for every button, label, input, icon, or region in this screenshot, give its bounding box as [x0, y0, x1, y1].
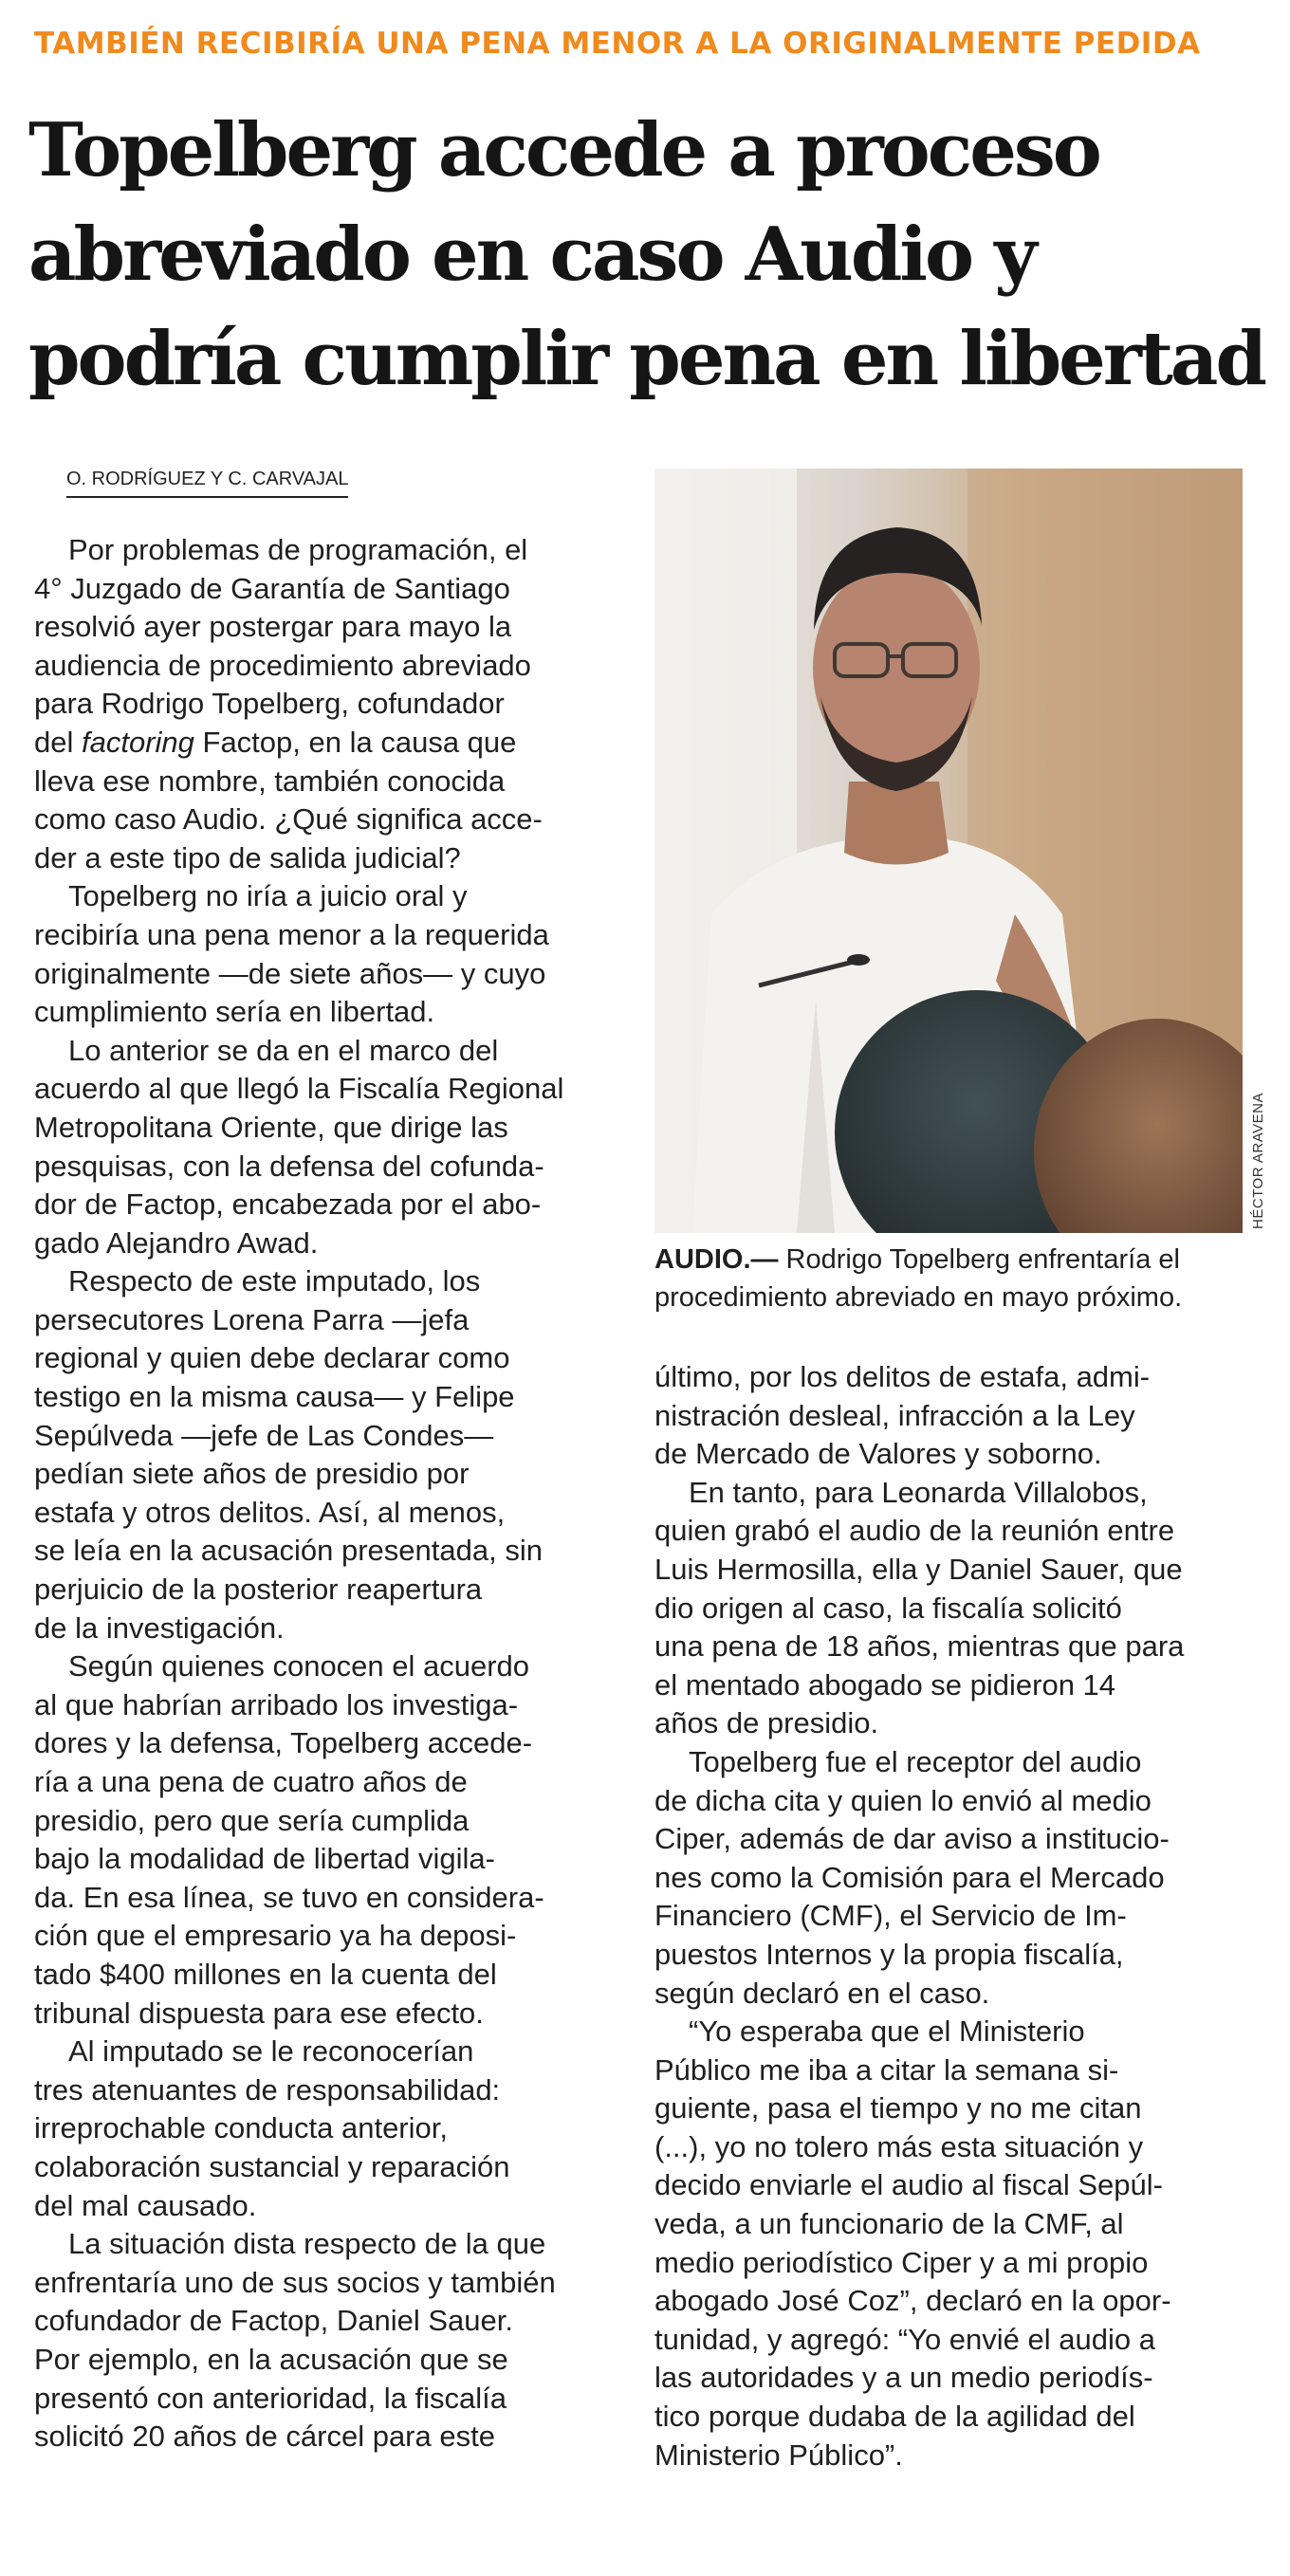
text-line: bajo la modalidad de libertad vigila-: [34, 1842, 495, 1876]
text-line: Luis Hermosilla, ella y Daniel Sauer, que: [654, 1552, 1183, 1586]
text-line: regional y quien debe declarar como: [34, 1341, 510, 1375]
text-line: de dicha cita y quien lo envió al medio: [654, 1783, 1152, 1817]
article-body-right: [654, 1358, 1244, 2475]
text-line: Ciper, además de dar aviso a institucio-: [654, 1822, 1170, 1856]
text-line: medio periodístico Ciper y a mi propio: [654, 2245, 1149, 2279]
text-line: Topelberg fue el receptor del audio: [689, 1744, 1142, 1778]
text-line: pesquisas, con la defensa del cofunda-: [34, 1149, 544, 1183]
text-line: irreprochable conducta anterior,: [34, 2111, 448, 2145]
text-line: Topelberg no iría a juicio oral y: [68, 879, 468, 913]
text-line: pedían siete años de presidio por: [34, 1457, 470, 1491]
text-line: el mentado abogado se pidieron 14: [654, 1667, 1116, 1702]
text-line: tunidad, y agregó: “Yo envié el audio a: [654, 2322, 1155, 2356]
kicker: TAMBIÉN RECIBIRÍA UNA PENA MENOR A LA ORIGINALMENTE PEDIDA: [34, 27, 1201, 61]
text-line: (...), yo no tolero más esta situación y: [654, 2129, 1144, 2163]
text-line-factoring: [34, 724, 622, 763]
text-line: veda, a un funcionario de la CMF, al: [654, 2207, 1124, 2241]
text-line: ría a una pena de cuatro años de: [34, 1765, 468, 1798]
text-line: audiencia de procedimiento abreviado: [34, 648, 531, 682]
text-line: persecutores Lorena Parra —jefa: [34, 1302, 470, 1336]
text-line: En tanto, para Leonarda Villalobos,: [689, 1475, 1148, 1509]
text-line: der a este tipo de salida judicial?: [34, 840, 461, 874]
text-line: tado $400 millones en la cuenta del: [34, 1957, 497, 1991]
caption-line: procedimiento abreviado en mayo próximo.: [654, 1282, 1183, 1313]
text-line: testigo en la misma causa— y Felipe: [34, 1380, 515, 1414]
text-line: Metropolitana Oriente, que dirige las: [34, 1110, 508, 1144]
text-line: tico porque dudaba de la agilidad del: [654, 2400, 1135, 2434]
text-line: Ministerio Público”.: [654, 2438, 903, 2472]
photo-caption: [654, 1241, 1262, 1316]
text-line: según declaró en el caso.: [654, 1976, 990, 2010]
byline: O. RODRÍGUEZ Y C. CARVAJAL: [66, 469, 348, 498]
text-line: gado Alejandro Awad.: [34, 1225, 319, 1260]
text-fragment: Factop, en la causa que: [194, 725, 517, 759]
text-line: como caso Audio. ¿Qué significa acce-: [34, 802, 543, 837]
headline: [28, 99, 1281, 412]
text-line: Respecto de este imputado, los: [68, 1264, 481, 1298]
text-line: Sepúlveda —jefe de Las Condes—: [34, 1418, 494, 1452]
text-line: guiente, pasa el tiempo y no me citan: [654, 2091, 1142, 2125]
text-fragment: del: [34, 725, 82, 759]
text-line: al que habrían arribado los investiga-: [34, 1687, 519, 1721]
text-line: enfrentaría uno de sus socios y también: [34, 2265, 556, 2299]
text-line: ción que el empresario ya ha deposi-: [34, 1919, 517, 1953]
text-line: abogado José Coz”, declaró en la opor-: [654, 2284, 1171, 2318]
text-line: presentó con anterioridad, la fiscalía: [34, 2381, 507, 2415]
text-line: nistración desleal, infracción a la Ley: [654, 1398, 1135, 1432]
text-line: las autoridades y a un medio periodís-: [654, 2361, 1153, 2395]
photo-illustration: [654, 469, 1243, 1233]
photo-credit: HÉCTOR ARAVENA: [1250, 1093, 1266, 1229]
caption-line: [654, 1241, 1262, 1279]
text-line: del mal causado.: [34, 2188, 257, 2222]
text-line: cumplimiento sería en libertad.: [34, 995, 435, 1029]
text-line: presidio, pero que sería cumplida: [34, 1803, 470, 1837]
text-line: Público me iba a citar la semana si-: [654, 2052, 1119, 2087]
text-line: puestos Internos y la propia fiscalía,: [654, 1937, 1124, 1971]
text-line: perjuicio de la posterior reapertura: [34, 1573, 483, 1607]
text-line: para Rodrigo Topelberg, cofundador: [34, 687, 505, 721]
paragraph: [654, 1743, 1244, 2013]
text-line: “Yo esperaba que el Ministerio: [689, 2015, 1085, 2049]
text-line: nes como la Comisión para el Mercado: [654, 1860, 1165, 1894]
text-line: originalmente —de siete años— y cuyo: [34, 956, 546, 990]
text-line: 4° Juzgado de Garantía de Santiago: [34, 571, 510, 605]
headline-line: abreviado en caso Audio y: [28, 212, 1035, 298]
text-line: Por problemas de programación, el: [68, 533, 528, 566]
text-line: tribunal dispuesta para ese efecto.: [34, 1996, 484, 2030]
text-line: de Mercado de Valores y soborno.: [654, 1437, 1102, 1471]
text-line: recibiría una pena menor a la requerida: [34, 917, 549, 951]
text-line: tres atenuantes de responsabilidad:: [34, 2072, 501, 2107]
paragraph: [34, 2225, 622, 2456]
text-line: solicitó 20 años de cárcel para este: [34, 2420, 495, 2454]
text-line: colaboración sustancial y reparación: [34, 2149, 510, 2183]
text-line: años de presidio.: [654, 1706, 879, 1740]
text-line: Por ejemplo, en la acusación que se: [34, 2342, 508, 2376]
text-line: se leía en la acusación presentada, sin: [34, 1534, 543, 1568]
text-line: Financiero (CMF), el Servicio de Im-: [654, 1899, 1127, 1933]
paragraph: [34, 1647, 622, 2033]
text-line: dio origen al caso, la fiscalía solicitó: [654, 1591, 1122, 1625]
paragraph: [654, 1474, 1244, 1743]
headline-line: podría cumplir pena en libertad: [28, 316, 1265, 402]
text-line: resolvió ayer postergar para mayo la: [34, 610, 512, 644]
text-line: da. En esa línea, se tuvo en considera-: [34, 1880, 544, 1914]
paragraph: [654, 1358, 1244, 1474]
text-line: Lo anterior se da en el marco del: [68, 1033, 499, 1067]
paragraph: [654, 2013, 1244, 2475]
paragraph: [34, 877, 622, 1031]
text-line: dor de Factop, encabezada por el abo-: [34, 1187, 542, 1222]
paragraph: [34, 2033, 622, 2225]
article-photo: [654, 469, 1243, 1233]
paragraph: [34, 1032, 622, 1263]
paragraph: [34, 531, 622, 877]
text-line: último, por los delitos de estafa, admi-: [654, 1360, 1151, 1393]
text-line: quien grabó el audio de la reunión entre: [654, 1514, 1175, 1548]
text-line: La situación dista respecto de la que: [68, 2227, 546, 2261]
headline-line: Topelberg accede a proceso: [28, 107, 1099, 193]
text-line: acuerdo al que llegó la Fiscalía Regional: [34, 1072, 564, 1106]
caption-text: Rodrigo Topelberg enfrentaría el: [778, 1244, 1180, 1275]
caption-lead: AUDIO.—: [654, 1244, 779, 1275]
italic-term: factoring: [81, 725, 194, 759]
text-line: Al imputado se le reconocerían: [68, 2034, 474, 2069]
text-line: cofundador de Factop, Daniel Sauer.: [34, 2304, 513, 2338]
text-line: dores y la defensa, Topelberg accede-: [34, 1726, 533, 1760]
text-line: de la investigación.: [34, 1610, 285, 1645]
text-line: lleva ese nombre, también conocida: [34, 764, 506, 798]
paragraph: [34, 1262, 622, 1647]
text-line: decido enviarle el audio al fiscal Sepúl-: [654, 2168, 1163, 2202]
text-line: estafa y otros delitos. Así, al menos,: [34, 1495, 506, 1529]
article-body-left: [34, 531, 622, 2456]
text-line: Según quienes conocen el acuerdo: [68, 1649, 530, 1684]
text-line: una pena de 18 años, mientras que para: [654, 1629, 1185, 1664]
